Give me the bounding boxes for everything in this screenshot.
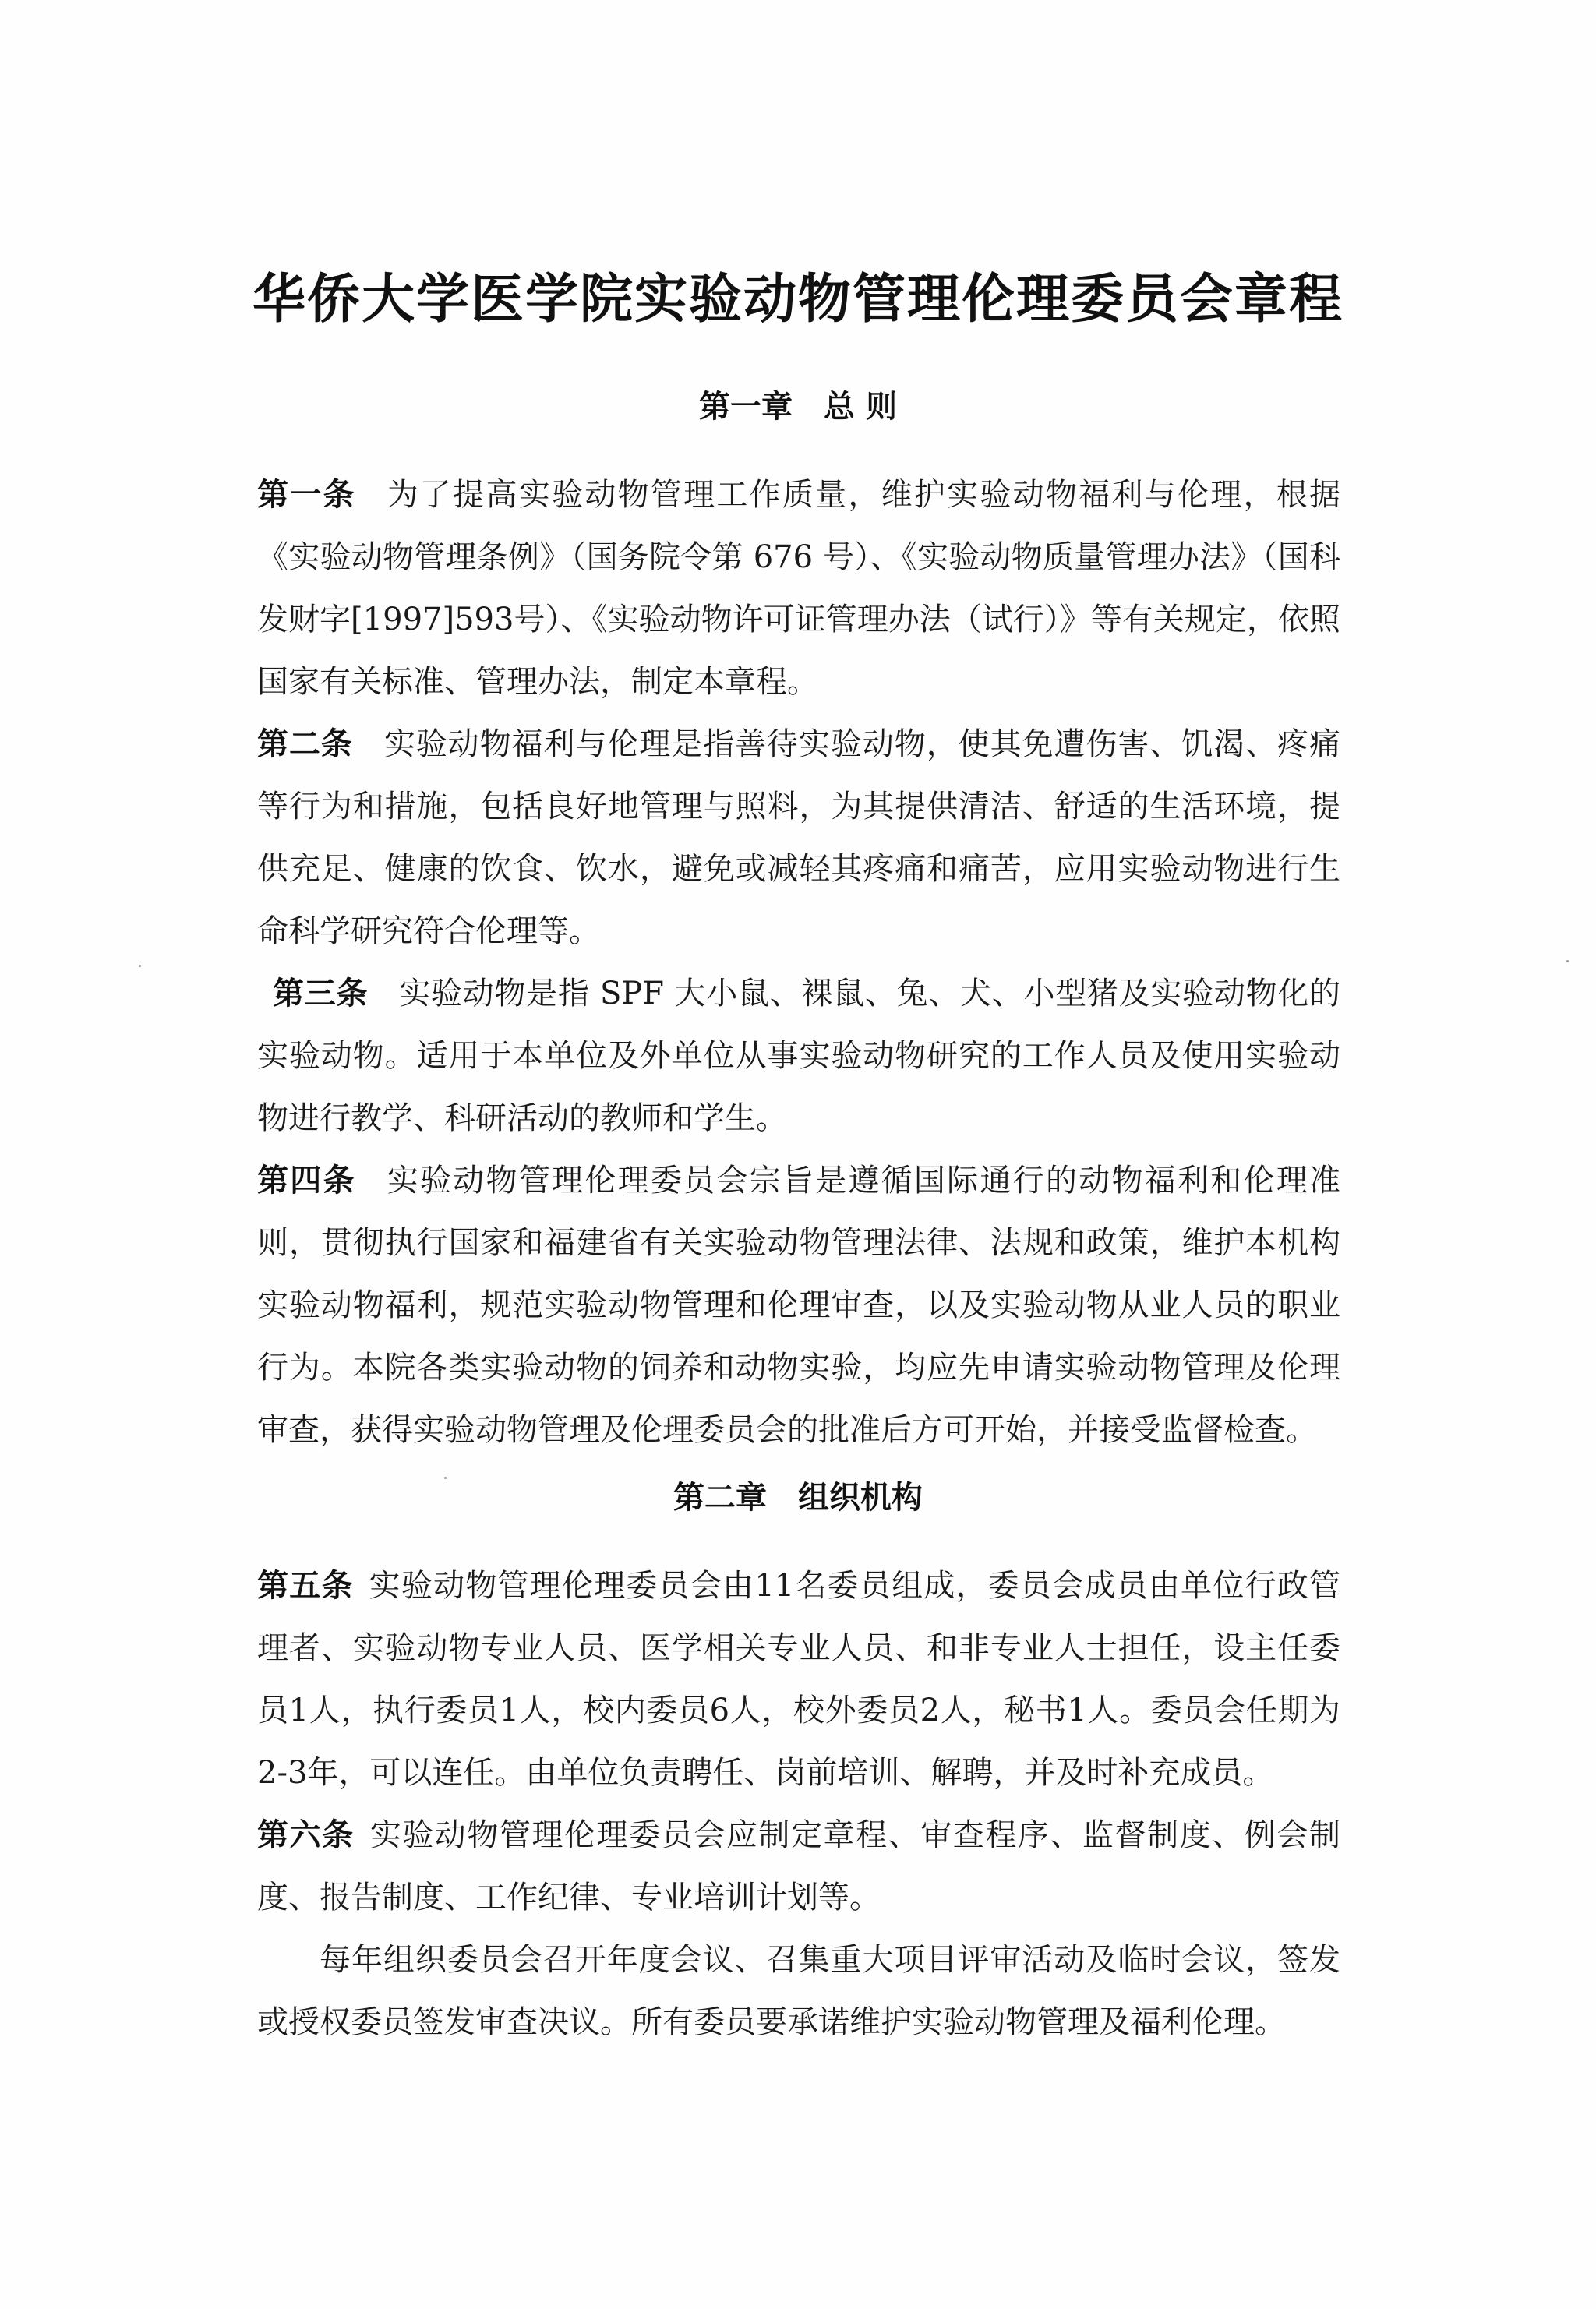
chapter-number: 第二章 (673, 1480, 767, 1516)
article-4 (257, 1149, 1340, 1461)
article-6 (257, 1804, 1340, 1929)
article-label: 第一条 (257, 477, 356, 513)
scan-speck (1566, 960, 1569, 962)
chapter-number: 第一章 (699, 389, 793, 425)
article-6-paragraph (257, 1929, 1340, 2053)
paragraph-text: 每年组织委员会召开年度会议、召集重大项目评审活动及临时会议，签发或授权委员签发审查决议。所有委员要承诺维护实验动物管理及福利伦理。 (257, 1942, 1340, 2040)
article-label: 第二条 (257, 726, 353, 762)
article-text: 实验动物管理伦理委员会宗旨是遵循国际通行的动物福利和伦理准则，贯彻执行国家和福建省有关实验动物管理法律、法规和政策，维护本机构实验动物福利，规范实验动物管理和伦理审查，以及实验动物从业人员的职业行为。本院各类实验动物的饲养和动物实验，均应先申请实验动物管理及伦理审查，获得实验动物管理及伦理委员会的批准后方可开始，并接受监督检查。 (257, 1163, 1341, 1448)
article-label: 第三条 (273, 976, 369, 1012)
article-text: 实验动物是指 SPF 大小鼠、裸鼠、兔、犬、小型猪及实验动物化的实验动物。适用于本单位及外单位从事实验动物研究的工作人员及使用实验动物进行教学、科研活动的教师和学生。 (257, 976, 1341, 1136)
article-label: 第四条 (257, 1163, 356, 1199)
article-text: 实验动物福利与伦理是指善待实验动物，使其免遭伤害、饥渴、疼痛等行为和措施，包括良好地管理与照料，为其提供清洁、舒适的生活环境，提供充足、健康的饮食、饮水，避免或减轻其疼痛和痛苦，应用实验动物进行生命科学研究符合伦理等。 (257, 726, 1340, 949)
document-title: 华侨大学医学院实验动物管理伦理委员会章程 (252, 269, 1344, 330)
chapter-heading-1 (0, 382, 1596, 426)
article-label: 第五条 (257, 1568, 354, 1604)
article-text: 实验动物管理伦理委员会由11名委员组成，委员会成员由单位行政管理者、实验动物专业人员、医学相关专业人员、和非专业人士担任，设主任委员1人，执行委员1人，校内委员6人，校外委员2人，秘书1人。委员会任期为2-3年，可以连任。由单位负责聘任、岗前培训、解聘，并及时补充成员。 (257, 1568, 1340, 1791)
article-label: 第六条 (257, 1817, 355, 1853)
article-text: 实验动物管理伦理委员会应制定章程、审查程序、监督制度、例会制度、报告制度、工作纪律、专业培训计划等。 (257, 1817, 1340, 1915)
chapter-name: 组织机构 (798, 1480, 923, 1516)
scan-speck (139, 965, 141, 967)
scan-speck (444, 1477, 447, 1479)
chapter-heading-2 (0, 1473, 1596, 1517)
article-2 (257, 713, 1340, 962)
article-text: 为了提高实验动物管理工作质量，维护实验动物福利与伦理，根据《实验动物管理条例》（国务院令第 676 号）、《实验动物质量管理办法》（国科发财字[1997]593号）、《实验动物许可证管理办法（试行）》等有关规定，依照国家有关标准、管理办法，制定本章程。 (257, 477, 1341, 700)
article-3 (257, 962, 1340, 1149)
article-5 (257, 1555, 1340, 1804)
article-1 (257, 464, 1340, 713)
chapter-name: 总 则 (824, 389, 897, 425)
